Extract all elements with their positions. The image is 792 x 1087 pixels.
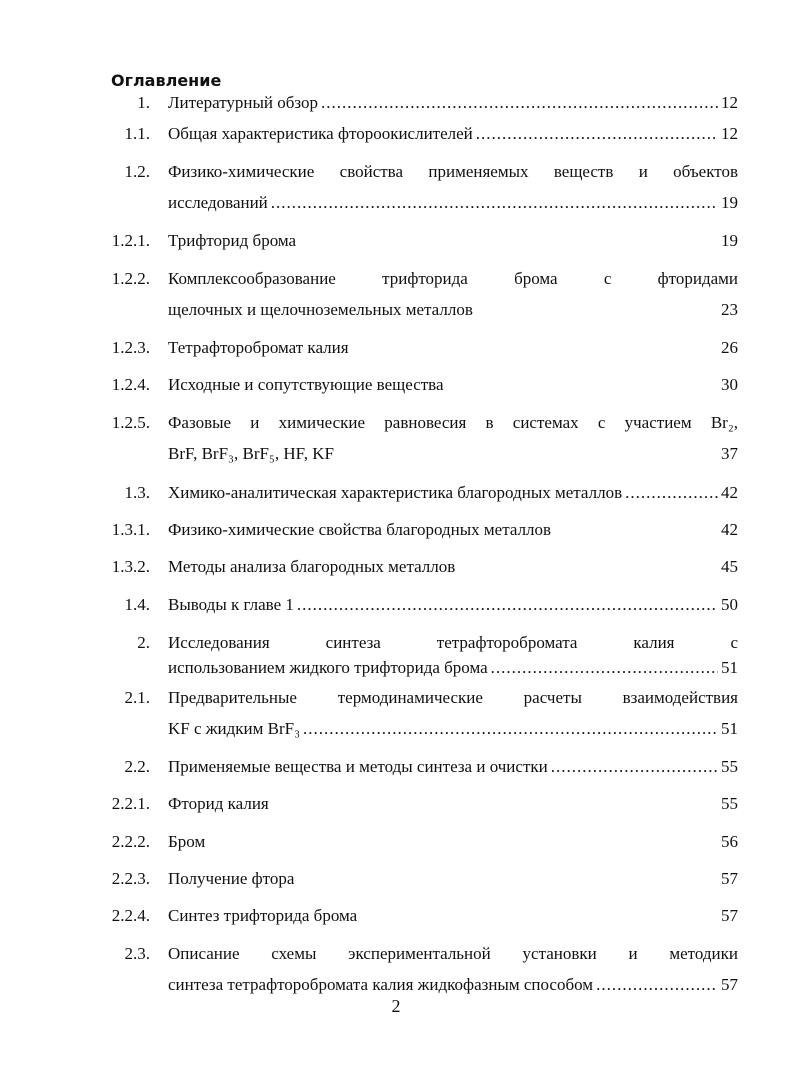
entry-title: Литературный обзор <box>168 93 319 112</box>
entry-number: 1.2.4. <box>111 375 150 394</box>
entry-page: 12 <box>721 124 738 143</box>
entry-number: 2.2. <box>124 757 150 776</box>
entry-number: 1.4. <box>124 595 150 614</box>
entry-title: Предварительные термодинамические расчеты взаимодействия <box>168 688 738 707</box>
entry-number: 2. <box>137 633 150 652</box>
entry-title: Комплексообразование трифторида брома с фторидами <box>168 269 738 288</box>
entry-number: 1.3.1. <box>111 520 150 539</box>
entry-page: 12 <box>721 93 738 112</box>
toc-entry <box>104 407 738 469</box>
entry-page: 26 <box>721 338 738 357</box>
entry-page: 19 <box>721 231 738 250</box>
toc-entry <box>104 551 738 582</box>
entry-page: 50 <box>721 595 738 614</box>
entry-page: 42 <box>721 520 738 539</box>
toc-entry <box>104 263 738 325</box>
entry-title-cont: синтеза тетрафторобромата калия жидкофазным способом <box>168 975 594 994</box>
toc-entry <box>104 118 738 149</box>
entry-number: 1.2.3. <box>111 338 150 357</box>
entry-page: 57 <box>721 975 738 994</box>
entry-title-cont: KF с жидким BrF₃ <box>168 719 301 738</box>
entry-number: 1.2. <box>124 162 150 181</box>
toc-entry <box>104 332 738 363</box>
entry-number: 1. <box>137 93 150 112</box>
toc-entry <box>104 589 738 620</box>
toc-entry <box>104 751 738 782</box>
entry-title: Применяемые вещества и методы синтеза и очистки <box>168 757 548 776</box>
toc-entry <box>104 627 738 683</box>
entry-page: 57 <box>721 906 738 925</box>
entry-page: 51 <box>721 719 738 738</box>
entry-page: 45 <box>721 557 738 576</box>
entry-title-cont: использованием жидкого трифторида брома <box>168 658 488 677</box>
toc-heading: Оглавление <box>111 71 222 90</box>
entry-number: 2.3. <box>124 944 150 963</box>
entry-number: 1.2.2. <box>111 269 150 288</box>
entry-page: 56 <box>721 832 738 851</box>
entry-number: 1.2.1. <box>111 231 150 250</box>
entry-number: 1.3. <box>124 483 150 502</box>
entry-title: Общая характеристика фтороокислителей <box>168 124 473 143</box>
entry-title: Фторид калия <box>168 794 269 813</box>
entry-number: 1.1. <box>124 124 150 143</box>
entry-title: Физико-химические свойства применяемых веществ и объектов <box>168 162 738 181</box>
entry-title: Выводы к главе 1 <box>168 595 294 614</box>
toc-entry <box>104 826 738 857</box>
entry-page: 57 <box>721 869 738 888</box>
entry-title: Тетрафторобромат калия <box>168 338 349 357</box>
entry-title-cont: исследований <box>168 193 268 212</box>
entry-number: 1.2.5. <box>111 413 150 432</box>
entry-title: Химико-аналитическая характеристика благородных металлов <box>168 483 623 502</box>
entry-title: Получение фтора <box>168 869 295 888</box>
toc-entry <box>104 863 738 894</box>
entry-page: 23 <box>721 300 738 319</box>
entry-number: 2.2.2. <box>111 832 150 851</box>
entry-page: 30 <box>721 375 738 394</box>
toc-entry <box>104 514 738 545</box>
entry-title: Методы анализа благородных металлов <box>168 557 456 576</box>
entry-number: 1.3.2. <box>111 557 150 576</box>
toc-entry <box>104 225 738 256</box>
toc-entry <box>104 477 738 508</box>
entry-title: Фазовые и химические равновесия в системах с участием Br₂, <box>168 413 738 432</box>
entry-title: Описание схемы экспериментальной установки и методики <box>168 944 738 963</box>
entry-number: 2.2.3. <box>111 869 150 888</box>
entry-page: 37 <box>721 444 738 463</box>
entry-title-cont: щелочных и щелочноземельных металлов <box>168 300 473 319</box>
toc-entry <box>104 938 738 1000</box>
page-number: 2 <box>391 996 401 1016</box>
toc-entry <box>104 369 738 400</box>
entry-title: Исследования синтеза тетрафторобромата калия с <box>168 633 738 652</box>
entry-page: 42 <box>721 483 738 502</box>
entry-title: Бром <box>168 832 206 851</box>
toc-entry <box>104 682 738 744</box>
entry-title: Синтез трифторида брома <box>168 906 358 925</box>
toc-entry <box>104 87 738 118</box>
toc-entry <box>104 900 738 931</box>
entry-number: 2.1. <box>124 688 150 707</box>
entry-page: 55 <box>721 794 738 813</box>
entry-number: 2.2.4. <box>111 906 150 925</box>
entry-title: Исходные и сопутствующие вещества <box>168 375 444 394</box>
entry-page: 55 <box>721 757 738 776</box>
entry-number: 2.2.1. <box>111 794 150 813</box>
entry-title: Физико-химические свойства благородных металлов <box>168 520 552 539</box>
entry-page: 19 <box>721 193 738 212</box>
entry-title: Трифторид брома <box>168 231 297 250</box>
toc-entry <box>104 788 738 819</box>
entry-title-cont: BrF, BrF₃, BrF₅, HF, KF <box>168 444 334 463</box>
entry-page: 51 <box>721 658 738 677</box>
toc-entry <box>104 156 738 218</box>
